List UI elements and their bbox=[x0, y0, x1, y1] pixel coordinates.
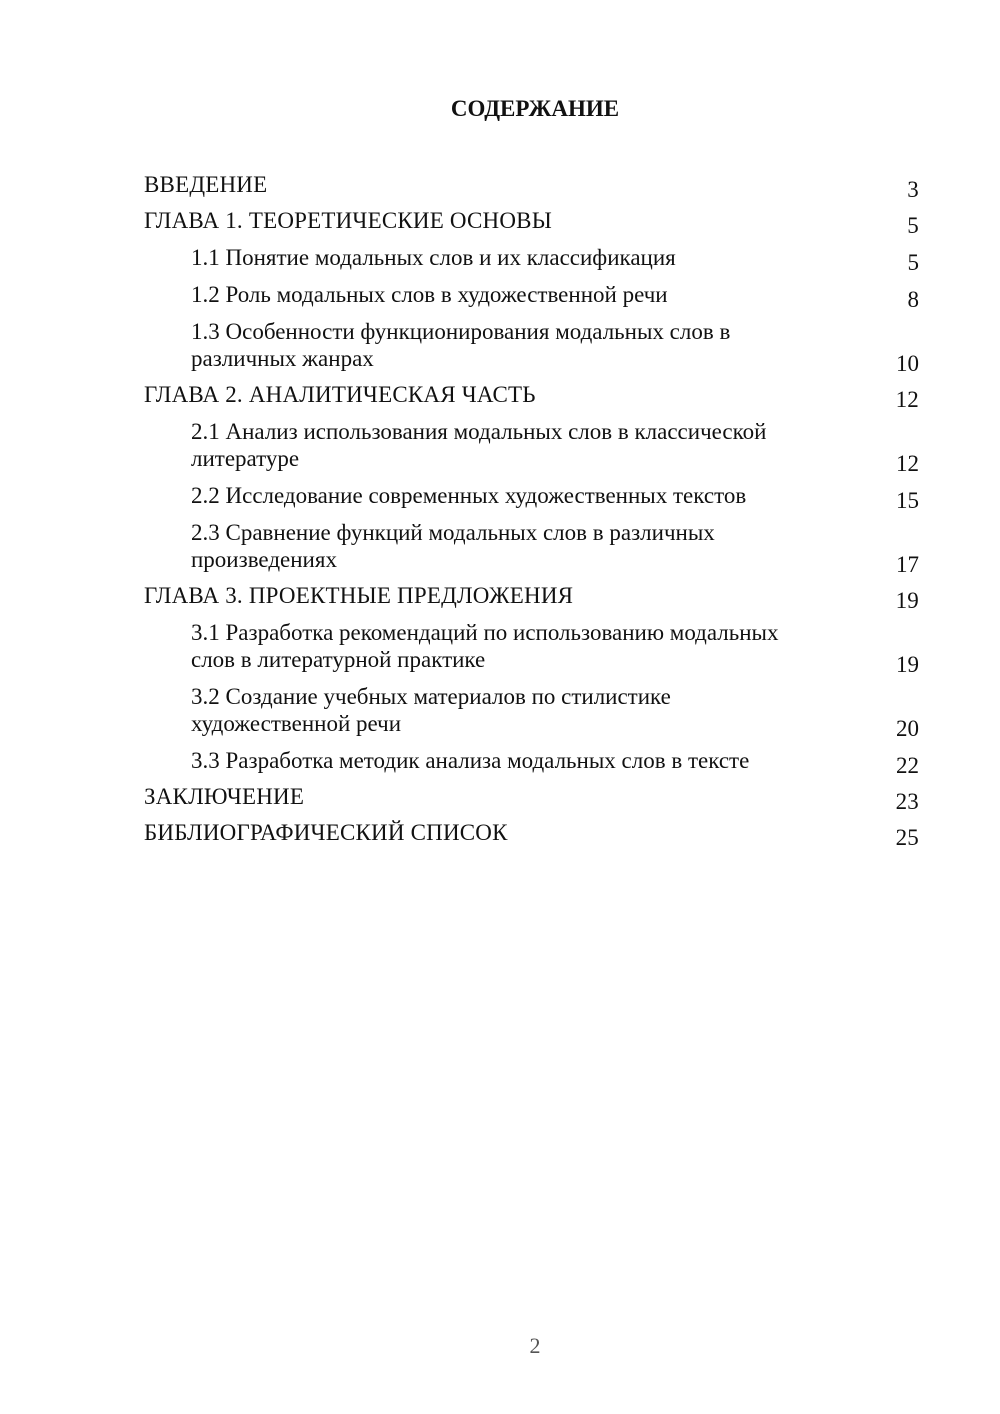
page-number: 2 bbox=[529, 1333, 541, 1358]
toc-entry-page: 17 bbox=[896, 552, 919, 577]
toc-entry-title: ГЛАВА 2. АНАЛИТИЧЕСКАЯ ЧАСТЬ bbox=[144, 382, 536, 407]
toc-entry-title: 2.1 Анализ использования модальных слов в классической литературе bbox=[191, 419, 767, 471]
toc-entry-chapter-2 bbox=[144, 377, 919, 413]
table-of-contents bbox=[144, 167, 919, 851]
toc-entry-introduction bbox=[144, 167, 919, 203]
toc-entry-page: 23 bbox=[895, 789, 919, 814]
toc-entry-bibliography bbox=[144, 815, 919, 851]
toc-entry-title: 1.1 Понятие модальных слов и их классификация bbox=[191, 245, 676, 270]
toc-entry-page: 10 bbox=[896, 351, 919, 376]
toc-entry-section-3-1 bbox=[144, 614, 919, 678]
toc-entry-section-2-2 bbox=[144, 477, 919, 514]
toc-entry-page: 19 bbox=[896, 652, 919, 677]
toc-entry-page: 20 bbox=[896, 716, 919, 741]
toc-entry-title: 1.2 Роль модальных слов в художественной речи bbox=[191, 282, 668, 307]
toc-entry-title: ГЛАВА 1. ТЕОРЕТИЧЕСКИЕ ОСНОВЫ bbox=[144, 208, 552, 233]
toc-entry-section-2-3 bbox=[144, 514, 919, 578]
toc-entry-page: 22 bbox=[896, 753, 919, 778]
toc-entry-page: 12 bbox=[895, 387, 919, 412]
toc-entry-page: 8 bbox=[907, 287, 919, 312]
toc-entry-page: 5 bbox=[907, 213, 919, 238]
toc-entry-title: ГЛАВА 3. ПРОЕКТНЫЕ ПРЕДЛОЖЕНИЯ bbox=[144, 583, 574, 608]
toc-entry-title: ВВЕДЕНИЕ bbox=[144, 172, 268, 197]
toc-entry-page: 25 bbox=[895, 825, 919, 850]
toc-entry-title: БИБЛИОГРАФИЧЕСКИЙ СПИСОК bbox=[144, 820, 508, 845]
toc-entry-page: 15 bbox=[896, 488, 919, 513]
toc-entry-section-3-2 bbox=[144, 678, 919, 742]
toc-entry-page: 3 bbox=[907, 177, 919, 202]
toc-entry-title: ЗАКЛЮЧЕНИЕ bbox=[144, 784, 305, 809]
toc-entry-section-1-2 bbox=[144, 276, 919, 313]
toc-entry-chapter-1 bbox=[144, 203, 919, 239]
toc-entry-title: 2.3 Сравнение функций модальных слов в различных произведениях bbox=[191, 520, 715, 572]
toc-entry-conclusion bbox=[144, 779, 919, 815]
toc-entry-title: 3.1 Разработка рекомендаций по использованию модальных слов в литературной практике bbox=[191, 620, 779, 672]
toc-entry-section-1-3 bbox=[144, 313, 919, 377]
toc-entry-title: 1.3 Особенности функционирования модальных слов в различных жанрах bbox=[191, 319, 731, 371]
toc-entry-title: 3.3 Разработка методик анализа модальных слов в тексте bbox=[191, 748, 750, 773]
page-title: СОДЕРЖАНИЕ bbox=[450, 96, 620, 121]
toc-entry-title: 2.2 Исследование современных художественных текстов bbox=[191, 483, 747, 508]
toc-entry-page: 19 bbox=[895, 588, 919, 613]
toc-entry-section-1-1 bbox=[144, 239, 919, 276]
toc-entry-chapter-3 bbox=[144, 578, 919, 614]
toc-entry-section-3-3 bbox=[144, 742, 919, 779]
toc-entry-section-2-1 bbox=[144, 413, 919, 477]
toc-entry-page: 12 bbox=[896, 451, 919, 476]
toc-entry-page: 5 bbox=[907, 250, 919, 275]
toc-entry-title: 3.2 Создание учебных материалов по стилистике художественной речи bbox=[191, 684, 671, 736]
